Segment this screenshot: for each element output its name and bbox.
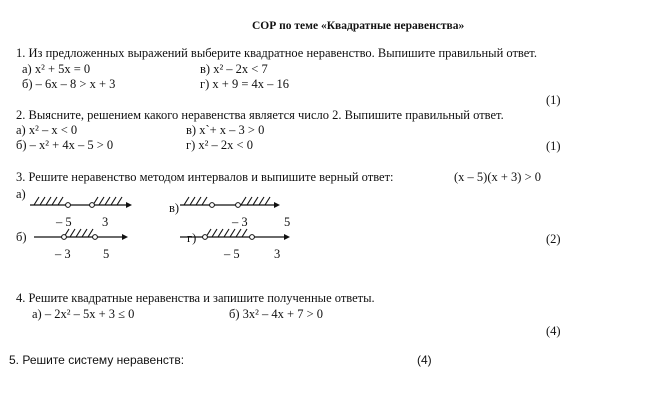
question-3-text: 3. Решите неравенство методом интервалов и выпишите верный ответ:	[16, 170, 394, 184]
question-2-text: 2. Выясните, решением какого неравенства является число 2. Выпишите правильный ответ.	[16, 108, 504, 122]
q3-option-g-letter: г)	[187, 231, 197, 245]
q3-b-right-label: 5	[103, 247, 110, 261]
q3-option-v-letter: в)	[169, 201, 180, 215]
q3-v-left-label: – 3	[232, 215, 248, 229]
q1-score: (1)	[546, 93, 561, 107]
q3-a-left-label: – 5	[56, 215, 72, 229]
q3-g-right-label: 3	[274, 247, 281, 261]
q2-score: (1)	[546, 139, 561, 153]
q4-score: (4)	[546, 324, 561, 338]
q2-option-v: в) x`+ x – 3 > 0	[186, 123, 265, 137]
q1-option-g: г) x + 9 = 4x – 16	[200, 77, 290, 91]
q3-v-right-label: 5	[284, 215, 291, 229]
q2-option-g: г) x² – 2x < 0	[186, 138, 253, 152]
q3-option-a-letter: а)	[16, 187, 26, 201]
number-line-g	[180, 229, 290, 240]
q3-a-right-label: 3	[102, 215, 109, 229]
open-point-left	[203, 235, 208, 240]
q3-option-b-letter: б)	[16, 230, 27, 244]
q2-option-b: б) – x² + 4x – 5 > 0	[16, 138, 114, 152]
open-point-right	[250, 235, 255, 240]
q3-score: (2)	[546, 232, 561, 246]
question-4-text: 4. Решите квадратные неравенства и запишите полученные ответы.	[16, 291, 375, 305]
q1-option-b: б) – 6x – 8 > x + 3	[22, 77, 116, 91]
q1-option-v: в) x² – 2x < 7	[200, 62, 268, 76]
question-1-text: 1. Из предложенных выражений выберите квадратное неравенство. Выпишите правильный ответ.	[16, 46, 537, 60]
axis-arrow	[284, 234, 290, 240]
q4-option-a: а) – 2x² – 5x + 3 ≤ 0	[32, 307, 135, 321]
q4-option-b: б) 3x² – 4x + 7 > 0	[229, 307, 323, 321]
question-5-text: 5. Решите систему неравенств:	[9, 353, 185, 367]
hatching-middle	[206, 229, 247, 237]
q2-option-a: а) x² – x < 0	[16, 123, 78, 137]
q5-score: (4)	[417, 353, 432, 367]
page-title: СОР по теме «Квадратные неравенства»	[252, 20, 465, 32]
q3-g-left-label: – 5	[224, 247, 240, 261]
q1-option-a: а) x² + 5x = 0	[22, 62, 91, 76]
q3-inequality: (x – 5)(x + 3) > 0	[454, 170, 541, 184]
q3-b-left-label: – 3	[55, 247, 71, 261]
